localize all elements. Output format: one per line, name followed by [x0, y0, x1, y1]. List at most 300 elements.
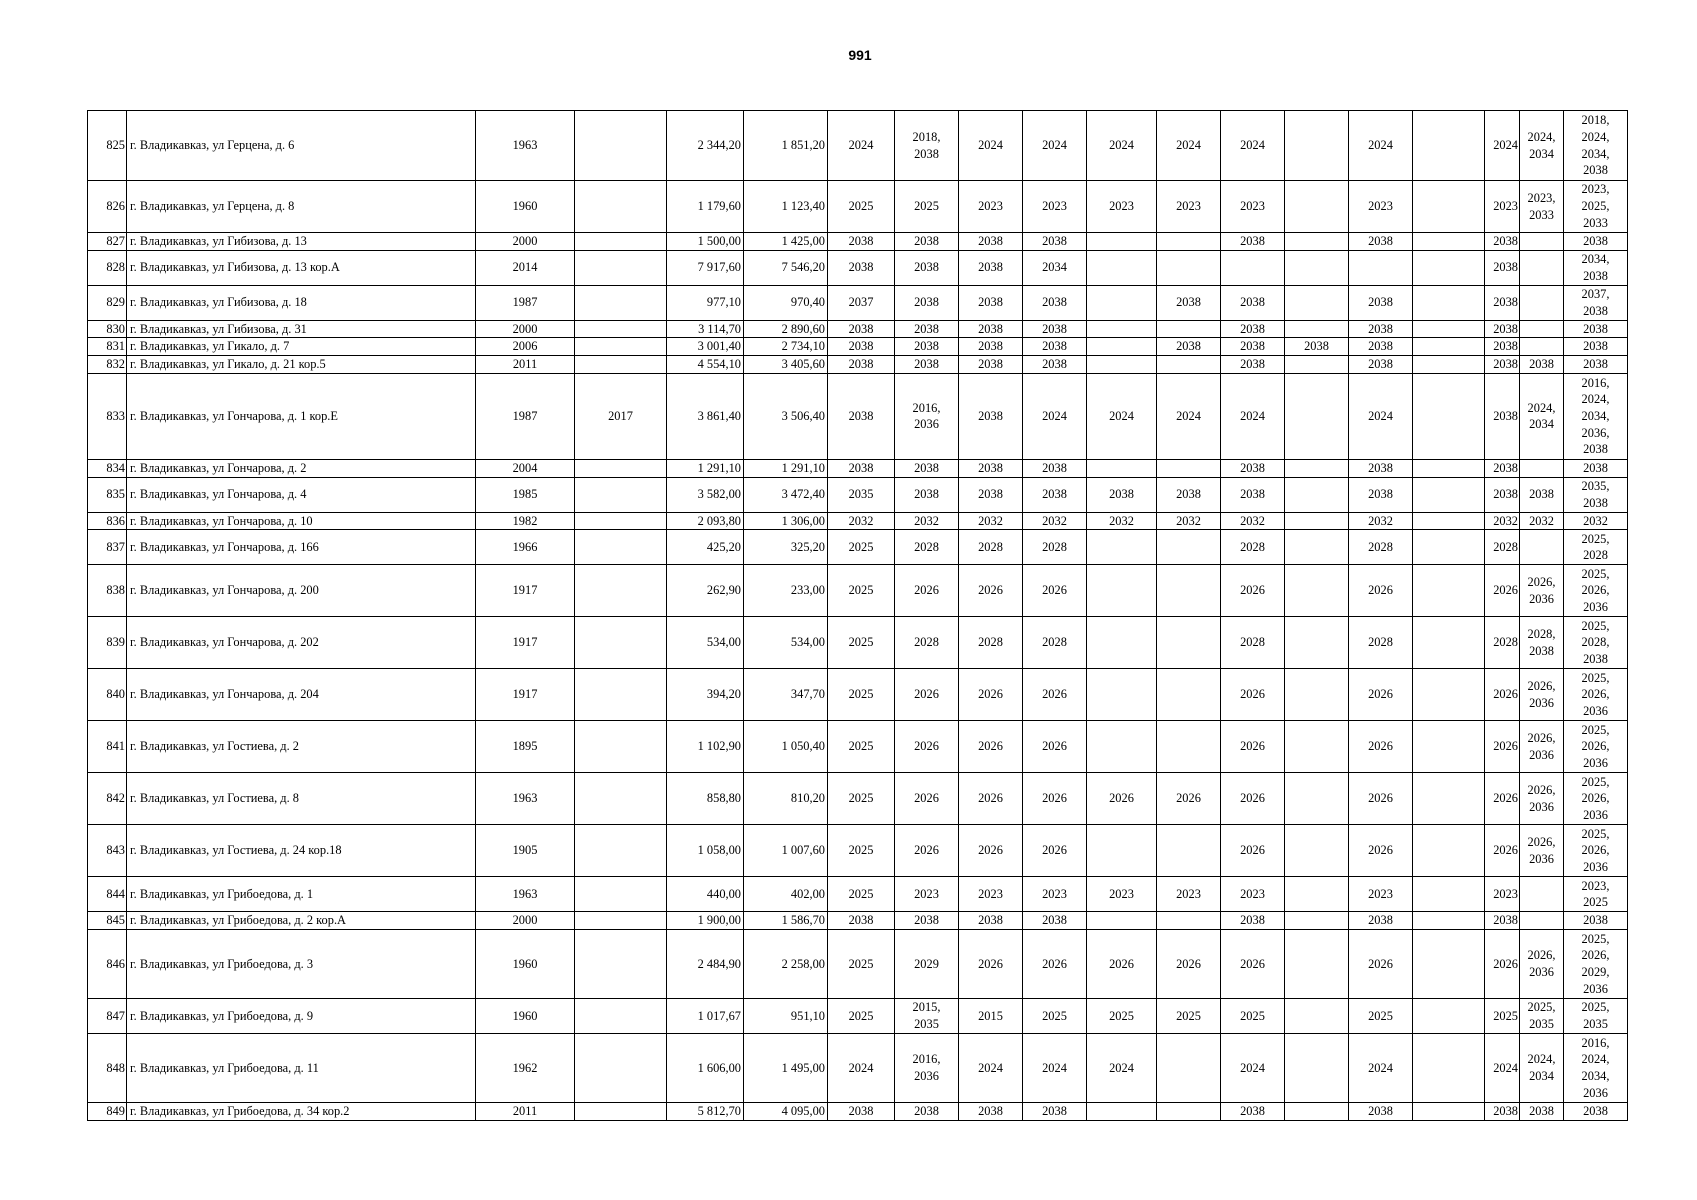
cell-year-col-15: 2038	[1349, 285, 1413, 320]
cell-year-col-18: 2038	[1520, 477, 1564, 512]
cell-year-col-19: 2038	[1564, 459, 1628, 477]
cell-year-col-14	[1285, 530, 1349, 565]
cell-year-col-9: 2026	[959, 565, 1023, 617]
cell-year-col-11: 2026	[1087, 773, 1157, 825]
cell-address: г. Владикавказ, ул Герцена, д. 8	[127, 181, 476, 233]
cell-address: г. Владикавказ, ул Грибоедова, д. 3	[127, 929, 476, 998]
cell-total-area: 1 017,67	[667, 998, 744, 1033]
cell-total-area: 1 058,00	[667, 825, 744, 877]
cell-row-number: 846	[88, 929, 127, 998]
cell-year-col-13: 2038	[1221, 459, 1285, 477]
cell-year-col-19: 2038	[1564, 1102, 1628, 1120]
cell-build-year: 1966	[476, 530, 575, 565]
cell-total-area: 534,00	[667, 617, 744, 669]
cell-year-col-19: 2025, 2026, 2029, 2036	[1564, 929, 1628, 998]
table-row	[88, 1102, 1628, 1120]
cell-year-col-12: 2024	[1157, 373, 1221, 459]
cell-year-col-7: 2025	[828, 825, 895, 877]
table-row	[88, 773, 1628, 825]
cell-year-col-8: 2016, 2036	[895, 1033, 959, 1102]
cell-year-col-7: 2025	[828, 181, 895, 233]
cell-year-col-13: 2026	[1221, 669, 1285, 721]
cell-year-col-17: 2038	[1485, 477, 1520, 512]
cell-year-col-14	[1285, 929, 1349, 998]
cell-year-col-9: 2038	[959, 912, 1023, 930]
cell-reconstruction-year	[575, 285, 667, 320]
cell-year-col-19: 2038	[1564, 338, 1628, 356]
cell-build-year: 1985	[476, 477, 575, 512]
cell-year-col-11: 2023	[1087, 181, 1157, 233]
cell-year-col-10: 2028	[1023, 617, 1087, 669]
cell-year-col-11	[1087, 233, 1157, 251]
cell-year-col-14	[1285, 1033, 1349, 1102]
cell-build-year: 1963	[476, 877, 575, 912]
cell-year-col-13: 2023	[1221, 877, 1285, 912]
cell-year-col-14	[1285, 1102, 1349, 1120]
cell-year-col-16	[1413, 773, 1485, 825]
cell-year-col-19: 2025, 2026, 2036	[1564, 773, 1628, 825]
cell-year-col-11	[1087, 825, 1157, 877]
cell-year-col-10: 2024	[1023, 1033, 1087, 1102]
cell-year-col-11: 2024	[1087, 373, 1157, 459]
table-row	[88, 285, 1628, 320]
cell-total-area: 394,20	[667, 669, 744, 721]
cell-year-col-9: 2026	[959, 773, 1023, 825]
cell-living-area: 1 123,40	[744, 181, 828, 233]
cell-address: г. Владикавказ, ул Гончарова, д. 1 кор.Е	[127, 373, 476, 459]
cell-year-col-14	[1285, 233, 1349, 251]
cell-year-col-7: 2025	[828, 565, 895, 617]
cell-year-col-19: 2038	[1564, 356, 1628, 374]
cell-year-col-18	[1520, 233, 1564, 251]
cell-address: г. Владикавказ, ул Грибоедова, д. 2 кор.А	[127, 912, 476, 930]
cell-year-col-19: 2025, 2028, 2038	[1564, 617, 1628, 669]
cell-year-col-8: 2026	[895, 669, 959, 721]
cell-year-col-14	[1285, 477, 1349, 512]
cell-address: г. Владикавказ, ул Гибизова, д. 18	[127, 285, 476, 320]
cell-year-col-14	[1285, 356, 1349, 374]
cell-year-col-18: 2026, 2036	[1520, 929, 1564, 998]
cell-year-col-13: 2023	[1221, 181, 1285, 233]
cell-year-col-19: 2018, 2024, 2034, 2038	[1564, 111, 1628, 181]
cell-total-area: 2 093,80	[667, 512, 744, 530]
cell-year-col-17: 2026	[1485, 825, 1520, 877]
page-number: 991	[848, 47, 872, 63]
cell-reconstruction-year	[575, 320, 667, 338]
cell-address: г. Владикавказ, ул Герцена, д. 6	[127, 111, 476, 181]
cell-address: г. Владикавказ, ул Гончарова, д. 2	[127, 459, 476, 477]
cell-year-col-13: 2038	[1221, 477, 1285, 512]
cell-address: г. Владикавказ, ул Гикало, д. 7	[127, 338, 476, 356]
cell-year-col-17: 2026	[1485, 929, 1520, 998]
table-row	[88, 825, 1628, 877]
cell-year-col-12	[1157, 1102, 1221, 1120]
cell-year-col-19: 2035, 2038	[1564, 477, 1628, 512]
cell-reconstruction-year	[575, 929, 667, 998]
cell-year-col-13: 2026	[1221, 721, 1285, 773]
cell-year-col-15: 2024	[1349, 373, 1413, 459]
cell-year-col-7: 2025	[828, 669, 895, 721]
cell-year-col-15: 2026	[1349, 721, 1413, 773]
cell-total-area: 5 812,70	[667, 1102, 744, 1120]
cell-year-col-9: 2038	[959, 233, 1023, 251]
cell-reconstruction-year	[575, 877, 667, 912]
cell-row-number: 839	[88, 617, 127, 669]
cell-year-col-14	[1285, 459, 1349, 477]
cell-year-col-10: 2023	[1023, 877, 1087, 912]
cell-build-year: 1962	[476, 1033, 575, 1102]
cell-reconstruction-year	[575, 825, 667, 877]
cell-year-col-19: 2038	[1564, 233, 1628, 251]
cell-year-col-14	[1285, 250, 1349, 285]
cell-year-col-11	[1087, 669, 1157, 721]
cell-address: г. Владикавказ, ул Гончарова, д. 204	[127, 669, 476, 721]
cell-address: г. Владикавказ, ул Гибизова, д. 31	[127, 320, 476, 338]
cell-year-col-12: 2038	[1157, 477, 1221, 512]
cell-build-year: 2000	[476, 233, 575, 251]
cell-year-col-12	[1157, 320, 1221, 338]
cell-year-col-18	[1520, 912, 1564, 930]
cell-row-number: 847	[88, 998, 127, 1033]
cell-year-col-18: 2028, 2038	[1520, 617, 1564, 669]
cell-year-col-16	[1413, 1102, 1485, 1120]
cell-year-col-12	[1157, 459, 1221, 477]
cell-year-col-11	[1087, 912, 1157, 930]
cell-year-col-10: 2025	[1023, 998, 1087, 1033]
cell-year-col-14	[1285, 773, 1349, 825]
cell-year-col-16	[1413, 912, 1485, 930]
cell-year-col-15: 2023	[1349, 877, 1413, 912]
cell-row-number: 825	[88, 111, 127, 181]
cell-year-col-19: 2037, 2038	[1564, 285, 1628, 320]
table-row	[88, 998, 1628, 1033]
cell-year-col-11: 2023	[1087, 877, 1157, 912]
cell-year-col-12	[1157, 565, 1221, 617]
cell-address: г. Владикавказ, ул Грибоедова, д. 34 кор.2	[127, 1102, 476, 1120]
cell-year-col-12: 2024	[1157, 111, 1221, 181]
table-row	[88, 565, 1628, 617]
cell-year-col-17: 2038	[1485, 912, 1520, 930]
cell-reconstruction-year	[575, 356, 667, 374]
cell-living-area: 970,40	[744, 285, 828, 320]
cell-year-col-11: 2026	[1087, 929, 1157, 998]
cell-year-col-19: 2034, 2038	[1564, 250, 1628, 285]
cell-build-year: 1987	[476, 285, 575, 320]
cell-year-col-19: 2032	[1564, 512, 1628, 530]
cell-living-area: 951,10	[744, 998, 828, 1033]
cell-year-col-8: 2018, 2038	[895, 111, 959, 181]
cell-year-col-13: 2025	[1221, 998, 1285, 1033]
cell-reconstruction-year	[575, 1033, 667, 1102]
cell-year-col-15: 2038	[1349, 1102, 1413, 1120]
cell-year-col-10: 2026	[1023, 929, 1087, 998]
cell-year-col-15: 2038	[1349, 338, 1413, 356]
cell-year-col-17: 2024	[1485, 1033, 1520, 1102]
housing-repair-schedule-table	[87, 110, 1628, 1121]
cell-year-col-14	[1285, 320, 1349, 338]
table-row	[88, 669, 1628, 721]
cell-year-col-16	[1413, 998, 1485, 1033]
cell-year-col-12: 2025	[1157, 998, 1221, 1033]
cell-year-col-18	[1520, 250, 1564, 285]
cell-year-col-16	[1413, 181, 1485, 233]
cell-build-year: 2000	[476, 320, 575, 338]
table-row	[88, 111, 1628, 181]
cell-year-col-7: 2025	[828, 998, 895, 1033]
cell-living-area: 1 425,00	[744, 233, 828, 251]
cell-build-year: 1960	[476, 181, 575, 233]
cell-year-col-15: 2025	[1349, 998, 1413, 1033]
cell-year-col-17: 2038	[1485, 233, 1520, 251]
cell-year-col-9: 2038	[959, 356, 1023, 374]
cell-year-col-19: 2023, 2025	[1564, 877, 1628, 912]
cell-year-col-12: 2023	[1157, 181, 1221, 233]
cell-year-col-10: 2026	[1023, 721, 1087, 773]
cell-year-col-16	[1413, 459, 1485, 477]
cell-year-col-11	[1087, 565, 1157, 617]
cell-year-col-7: 2038	[828, 1102, 895, 1120]
cell-year-col-7: 2038	[828, 338, 895, 356]
cell-year-col-18: 2032	[1520, 512, 1564, 530]
cell-year-col-10: 2038	[1023, 356, 1087, 374]
cell-year-col-8: 2038	[895, 1102, 959, 1120]
cell-year-col-13: 2024	[1221, 1033, 1285, 1102]
cell-build-year: 2004	[476, 459, 575, 477]
cell-total-area: 3 582,00	[667, 477, 744, 512]
cell-year-col-18	[1520, 320, 1564, 338]
cell-year-col-10: 2026	[1023, 825, 1087, 877]
cell-year-col-17: 2023	[1485, 181, 1520, 233]
cell-total-area: 1 291,10	[667, 459, 744, 477]
cell-reconstruction-year	[575, 912, 667, 930]
cell-year-col-10: 2038	[1023, 912, 1087, 930]
cell-year-col-15: 2024	[1349, 111, 1413, 181]
cell-build-year: 1963	[476, 773, 575, 825]
cell-row-number: 844	[88, 877, 127, 912]
cell-total-area: 1 900,00	[667, 912, 744, 930]
table-row	[88, 929, 1628, 998]
cell-year-col-15: 2026	[1349, 669, 1413, 721]
cell-year-col-16	[1413, 512, 1485, 530]
cell-year-col-13: 2028	[1221, 617, 1285, 669]
table-row	[88, 512, 1628, 530]
cell-row-number: 834	[88, 459, 127, 477]
cell-year-col-16	[1413, 373, 1485, 459]
cell-year-col-9: 2038	[959, 477, 1023, 512]
cell-year-col-17: 2023	[1485, 877, 1520, 912]
cell-year-col-8: 2038	[895, 338, 959, 356]
cell-year-col-15: 2026	[1349, 929, 1413, 998]
cell-address: г. Владикавказ, ул Гостиева, д. 24 кор.18	[127, 825, 476, 877]
cell-year-col-12	[1157, 250, 1221, 285]
cell-year-col-11	[1087, 721, 1157, 773]
cell-reconstruction-year	[575, 111, 667, 181]
cell-living-area: 534,00	[744, 617, 828, 669]
cell-reconstruction-year	[575, 250, 667, 285]
cell-reconstruction-year	[575, 233, 667, 251]
cell-year-col-10: 2038	[1023, 459, 1087, 477]
cell-build-year: 1917	[476, 669, 575, 721]
cell-total-area: 2 484,90	[667, 929, 744, 998]
cell-year-col-12: 2038	[1157, 285, 1221, 320]
cell-row-number: 832	[88, 356, 127, 374]
cell-year-col-12: 2026	[1157, 929, 1221, 998]
cell-year-col-18: 2023, 2033	[1520, 181, 1564, 233]
cell-year-col-11	[1087, 320, 1157, 338]
cell-year-col-12	[1157, 721, 1221, 773]
cell-year-col-18: 2024, 2034	[1520, 373, 1564, 459]
cell-year-col-11	[1087, 617, 1157, 669]
cell-living-area: 1 007,60	[744, 825, 828, 877]
cell-year-col-19: 2025, 2026, 2036	[1564, 565, 1628, 617]
cell-year-col-14	[1285, 111, 1349, 181]
cell-year-col-8: 2026	[895, 773, 959, 825]
cell-year-col-14	[1285, 998, 1349, 1033]
cell-year-col-9: 2024	[959, 111, 1023, 181]
cell-year-col-15: 2038	[1349, 477, 1413, 512]
cell-total-area: 2 344,20	[667, 111, 744, 181]
cell-year-col-8: 2038	[895, 459, 959, 477]
cell-year-col-11: 2025	[1087, 998, 1157, 1033]
cell-year-col-16	[1413, 877, 1485, 912]
cell-year-col-16	[1413, 338, 1485, 356]
cell-year-col-11	[1087, 459, 1157, 477]
cell-year-col-8: 2026	[895, 721, 959, 773]
cell-living-area: 402,00	[744, 877, 828, 912]
cell-build-year: 1963	[476, 111, 575, 181]
cell-year-col-17: 2032	[1485, 512, 1520, 530]
cell-year-col-18: 2026, 2036	[1520, 825, 1564, 877]
cell-year-col-12: 2023	[1157, 877, 1221, 912]
table-row	[88, 320, 1628, 338]
cell-address: г. Владикавказ, ул Грибоедова, д. 9	[127, 998, 476, 1033]
cell-year-col-9: 2026	[959, 929, 1023, 998]
cell-living-area: 4 095,00	[744, 1102, 828, 1120]
cell-year-col-11: 2038	[1087, 477, 1157, 512]
cell-year-col-19: 2038	[1564, 320, 1628, 338]
cell-year-col-17: 2038	[1485, 1102, 1520, 1120]
cell-year-col-11	[1087, 285, 1157, 320]
cell-living-area: 233,00	[744, 565, 828, 617]
cell-year-col-10: 2038	[1023, 320, 1087, 338]
cell-year-col-12	[1157, 233, 1221, 251]
cell-reconstruction-year	[575, 565, 667, 617]
cell-year-col-11	[1087, 250, 1157, 285]
cell-total-area: 7 917,60	[667, 250, 744, 285]
cell-year-col-10: 2034	[1023, 250, 1087, 285]
cell-year-col-11: 2024	[1087, 111, 1157, 181]
cell-year-col-17: 2038	[1485, 459, 1520, 477]
cell-row-number: 831	[88, 338, 127, 356]
cell-row-number: 828	[88, 250, 127, 285]
cell-year-col-16	[1413, 530, 1485, 565]
cell-year-col-17: 2038	[1485, 338, 1520, 356]
cell-year-col-10: 2024	[1023, 373, 1087, 459]
cell-reconstruction-year	[575, 1102, 667, 1120]
cell-year-col-9: 2038	[959, 373, 1023, 459]
cell-year-col-8: 2038	[895, 912, 959, 930]
cell-living-area: 347,70	[744, 669, 828, 721]
cell-year-col-17: 2026	[1485, 565, 1520, 617]
cell-year-col-18	[1520, 459, 1564, 477]
cell-year-col-7: 2032	[828, 512, 895, 530]
cell-year-col-12	[1157, 356, 1221, 374]
cell-year-col-10: 2026	[1023, 565, 1087, 617]
cell-year-col-18: 2026, 2036	[1520, 721, 1564, 773]
cell-build-year: 1917	[476, 617, 575, 669]
cell-reconstruction-year	[575, 181, 667, 233]
cell-year-col-12	[1157, 669, 1221, 721]
cell-year-col-14	[1285, 912, 1349, 930]
cell-year-col-17: 2026	[1485, 773, 1520, 825]
cell-year-col-16	[1413, 320, 1485, 338]
cell-year-col-16	[1413, 721, 1485, 773]
cell-year-col-8: 2032	[895, 512, 959, 530]
cell-year-col-14	[1285, 721, 1349, 773]
cell-row-number: 829	[88, 285, 127, 320]
cell-year-col-13: 2024	[1221, 373, 1285, 459]
cell-total-area: 977,10	[667, 285, 744, 320]
table-row	[88, 250, 1628, 285]
cell-year-col-16	[1413, 929, 1485, 998]
cell-year-col-12	[1157, 825, 1221, 877]
cell-year-col-19: 2016, 2024, 2034, 2036	[1564, 1033, 1628, 1102]
cell-year-col-19: 2025, 2035	[1564, 998, 1628, 1033]
cell-year-col-18	[1520, 530, 1564, 565]
cell-reconstruction-year	[575, 617, 667, 669]
cell-year-col-9: 2038	[959, 250, 1023, 285]
cell-year-col-15: 2023	[1349, 181, 1413, 233]
cell-living-area: 2 890,60	[744, 320, 828, 338]
cell-year-col-18: 2026, 2036	[1520, 565, 1564, 617]
cell-address: г. Владикавказ, ул Гончарова, д. 200	[127, 565, 476, 617]
cell-year-col-13: 2038	[1221, 285, 1285, 320]
cell-living-area: 1 495,00	[744, 1033, 828, 1102]
cell-year-col-18: 2038	[1520, 356, 1564, 374]
cell-year-col-16	[1413, 285, 1485, 320]
cell-year-col-18: 2038	[1520, 1102, 1564, 1120]
cell-year-col-16	[1413, 250, 1485, 285]
cell-year-col-13: 2026	[1221, 929, 1285, 998]
cell-year-col-7: 2038	[828, 459, 895, 477]
cell-build-year: 2000	[476, 912, 575, 930]
cell-year-col-10: 2032	[1023, 512, 1087, 530]
cell-reconstruction-year	[575, 773, 667, 825]
cell-year-col-7: 2025	[828, 929, 895, 998]
cell-year-col-13: 2038	[1221, 356, 1285, 374]
table-row	[88, 477, 1628, 512]
cell-year-col-14	[1285, 285, 1349, 320]
cell-year-col-12	[1157, 617, 1221, 669]
cell-row-number: 827	[88, 233, 127, 251]
cell-year-col-7: 2025	[828, 721, 895, 773]
cell-year-col-8: 2028	[895, 617, 959, 669]
cell-year-col-19: 2025, 2026, 2036	[1564, 669, 1628, 721]
cell-year-col-16	[1413, 356, 1485, 374]
cell-year-col-16	[1413, 617, 1485, 669]
cell-year-col-8: 2025	[895, 181, 959, 233]
cell-year-col-14	[1285, 512, 1349, 530]
cell-year-col-7: 2035	[828, 477, 895, 512]
cell-total-area: 3 114,70	[667, 320, 744, 338]
cell-year-col-8: 2038	[895, 320, 959, 338]
cell-living-area: 810,20	[744, 773, 828, 825]
cell-address: г. Владикавказ, ул Грибоедова, д. 11	[127, 1033, 476, 1102]
cell-year-col-14	[1285, 373, 1349, 459]
cell-year-col-8: 2026	[895, 565, 959, 617]
cell-build-year: 2011	[476, 356, 575, 374]
cell-year-col-19: 2025, 2026, 2036	[1564, 721, 1628, 773]
